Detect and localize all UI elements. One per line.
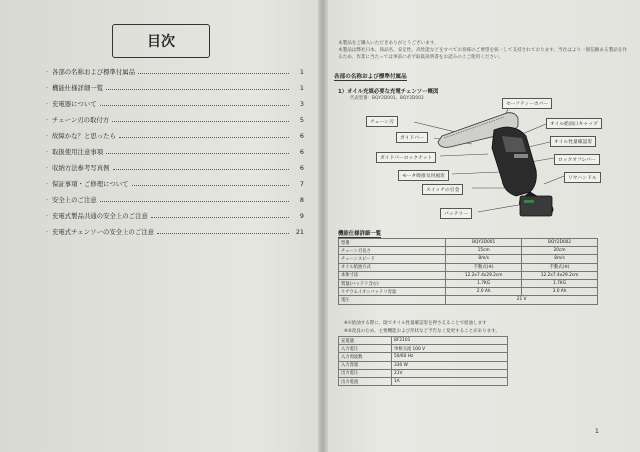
toc-leader-dots (100, 201, 289, 202)
toc-leader-dots (100, 105, 289, 106)
toc-item (46, 92, 304, 108)
callout-guide-bar: ガイドバー (396, 132, 428, 143)
spec-cell: 手動式(※) (446, 263, 522, 271)
note: ※①給油する際に、既でオイル性量確認窓を押さえることで給油します (344, 321, 487, 326)
toc-bullet: · (46, 116, 49, 124)
charger-cell: 入力容量 (339, 361, 392, 369)
spec-cell: 本体寸法 (339, 271, 446, 279)
toc-title: 目次 (112, 24, 210, 58)
spec-cell: オイル給油方式 (339, 263, 446, 271)
toc-item (46, 60, 304, 76)
spec-row (339, 288, 598, 296)
spec-header-cell: BQY2D001 (446, 239, 522, 247)
charger-row (339, 377, 508, 385)
model-line: 代表型番：BQY2D001、BQY2D002 (350, 96, 424, 101)
chainsaw-diagram (354, 96, 624, 226)
toc-item-page: 6 (299, 148, 304, 156)
spec-cell: 15cm (446, 247, 522, 255)
toc-item-label: 収納方法参考写真例 (52, 164, 110, 172)
spec-row (339, 279, 598, 287)
charger-row (339, 369, 508, 377)
parts-page (324, 0, 640, 452)
charger-cell: BF2101 (392, 337, 508, 345)
spec-row (339, 255, 598, 263)
spec-cell: リチウムイオンバッテリ容量 (339, 288, 446, 296)
spec-row (339, 263, 598, 271)
toc-item-label: 安全上のご注意 (52, 196, 97, 204)
charger-cell: 50/60 Hz (392, 353, 508, 361)
callout-lock-lever: ロックオフレバー (554, 154, 600, 165)
callout-safety-cover: セーフティーカバー (502, 98, 552, 109)
toc-bullet: · (46, 132, 49, 140)
charger-cell: 入力周波数 (339, 353, 392, 361)
toc-item (46, 76, 304, 92)
toc-item-page: 1 (299, 68, 304, 76)
toc-item (46, 156, 304, 172)
spec-title: 機能仕様詳細一覧 (338, 231, 382, 237)
toc-leader-dots (106, 153, 289, 154)
charger-cell: 入力電圧 (339, 345, 392, 353)
toc-item-label: 機能仕様詳細一覧 (52, 84, 104, 92)
spec-table (338, 238, 598, 305)
toc-bullet: · (46, 180, 49, 188)
toc-item-label: 充電式チェンソーの安全上のご注意 (52, 228, 155, 236)
toc-bullet: · (46, 228, 49, 236)
spec-cell: 1.7KG (446, 279, 522, 287)
toc-item (46, 108, 304, 124)
toc-bullet: · (46, 164, 49, 172)
toc-item (46, 172, 304, 188)
toc-item-page: 7 (299, 180, 304, 188)
toc-bullet: · (46, 68, 49, 76)
intro-line: 本製品をご購入いただきありがとうございます。 (338, 41, 439, 46)
charger-row (339, 361, 508, 369)
section-heading: 各部の名称および標準付属品 (334, 74, 407, 80)
toc-item (46, 204, 304, 220)
page-number: 1 (595, 428, 599, 435)
spec-cell: 1.7KG (522, 279, 598, 287)
toc-item (46, 188, 304, 204)
spec-row (339, 296, 598, 304)
intro-line: 本製品は弊社日本、商品名、安定性、高性能などをすべてお客様のご要望を統一して支持されております。当社はより一層信頼ある製品を作るため、作業に当たっては事前に必ず取扱説明書をお読みの上ご使用ください。 (338, 48, 627, 60)
spec-cell: 電圧 (339, 296, 446, 304)
toc-leader-dots (112, 121, 289, 122)
toc-list (46, 60, 304, 236)
toc-leader-dots (151, 217, 289, 218)
toc-leader-dots (157, 233, 289, 234)
toc-item-page: 9 (299, 212, 304, 220)
spec-cell: 手動式(※) (522, 263, 598, 271)
callout-switch: スイッチの引金 (422, 184, 463, 195)
callout-motor-vent: モータ吸排気用風窓 (398, 170, 449, 181)
toc-leader-dots (113, 169, 289, 170)
spec-cell: 2.0 Ah (446, 288, 522, 296)
charger-cell: 充電器 (339, 337, 392, 345)
callout-chain: チェーン刃 (366, 116, 398, 127)
spec-header-cell: BQY2D002 (522, 239, 598, 247)
toc-item (46, 220, 304, 236)
toc-item-page: 6 (299, 132, 304, 140)
callout-oil-cap: オイル給油口キャップ (546, 118, 602, 129)
toc-item-page: 21 (295, 228, 304, 236)
toc-leader-dots (119, 137, 289, 138)
toc-item-label: 故障かな？と思ったら (52, 132, 116, 140)
charger-row (339, 353, 508, 361)
spec-cell: 21 V (446, 296, 598, 304)
toc-item-page: 3 (299, 100, 304, 108)
spec-cell: チェーンスピード (339, 255, 446, 263)
diagram-subheading: 1）オイル充填必要な充電チェンソー概図 (338, 89, 439, 95)
toc-bullet: · (46, 100, 49, 108)
toc-item-page: 5 (299, 116, 304, 124)
callout-rear-handle: リヤハンドル (564, 172, 601, 183)
toc-item-label: 各部の名称および標準付属品 (52, 68, 136, 76)
toc-leader-dots (138, 73, 289, 74)
intro-text (338, 40, 630, 61)
callout-oil-window: オイル性量確認窓 (550, 136, 596, 147)
spec-row (339, 247, 598, 255)
charger-cell: 出力電流 (339, 377, 392, 385)
charger-cell: 1A (392, 377, 508, 385)
spec-cell: チェーン刃長さ (339, 247, 446, 255)
toc-leader-dots (132, 185, 289, 186)
toc-item (46, 124, 304, 140)
spec-cell: 8m/s (446, 255, 522, 263)
charger-row (339, 337, 508, 345)
callout-battery: バッテリー (440, 208, 472, 219)
toc-item-label: チェーン刃の取付方 (52, 116, 110, 124)
toc-bullet: · (46, 196, 49, 204)
toc-item-label: 取扱使用注意事項 (52, 148, 104, 156)
toc-bullet: · (46, 212, 49, 220)
spec-cell: 12.2x7.4x29.2cm (522, 271, 598, 279)
toc-bullet: · (46, 148, 49, 156)
spec-cell: 3.0 Ah (522, 288, 598, 296)
spec-cell: 12.2x7.4x29.2cm (446, 271, 522, 279)
toc-item (46, 140, 304, 156)
toc-leader-dots (106, 89, 289, 90)
toc-item-page: 6 (299, 164, 304, 172)
toc-bullet: · (46, 84, 49, 92)
charger-table (338, 336, 508, 386)
charger-cell: 出力電圧 (339, 369, 392, 377)
charger-cell: 330 W (392, 361, 508, 369)
charger-cell: 単相交流 100 V (392, 345, 508, 353)
callout-guide-bar-lock: ガイドバーロックナット (376, 152, 436, 163)
toc-item-page: 1 (299, 84, 304, 92)
toc-item-label: 充電器について (52, 100, 97, 108)
spec-cell: 質量(バッテリ含む) (339, 279, 446, 287)
toc-item-label: 保証事項・ご修理について (52, 180, 129, 188)
charger-row (339, 345, 508, 353)
spec-cell: 8m/s (522, 255, 598, 263)
spec-row (339, 271, 598, 279)
toc-item-label: 充電式製品共通の安全上のご注意 (52, 212, 148, 220)
spec-header-row (339, 239, 598, 247)
toc-item-page: 8 (299, 196, 304, 204)
spec-header-cell: 型番 (339, 239, 446, 247)
note: ※②改良のため、主要機能および形状など予告なく変更することがあります。 (344, 329, 500, 334)
charger-cell: 21V (392, 369, 508, 377)
spec-cell: 20cm (522, 247, 598, 255)
